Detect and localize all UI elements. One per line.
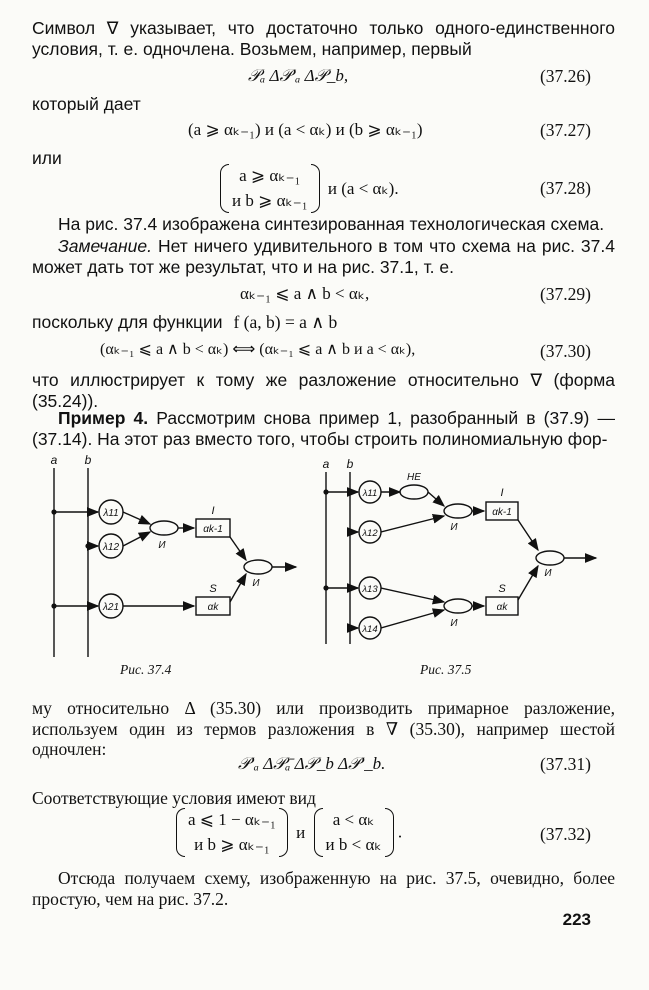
gate-and-2	[444, 599, 472, 613]
remark-label: Замечание.	[58, 236, 152, 256]
equation-37-31: 𝒫′ₐ Δ𝒫ₐ̄ Δ𝒫_b Δ𝒫′_b.	[238, 754, 386, 773]
page-number: 223	[562, 910, 591, 929]
equation-conjunction: и	[296, 822, 306, 842]
gate-label: И	[450, 618, 458, 629]
equation-number-37-30: (37.30)	[539, 341, 591, 361]
equation-37-32	[176, 808, 402, 857]
paren-system	[220, 164, 320, 213]
block-value: αk	[496, 602, 508, 613]
paragraph-illustrates: что иллюстрирует к тому же разложение относительно ∇ (форма (35.24)).	[32, 370, 615, 411]
figure-caption-37-4: Рис. 37.4	[120, 662, 172, 677]
block-label: S	[209, 583, 217, 595]
system-line: a ⩽ 1 − αₖ₋₁	[188, 810, 276, 829]
gate-label: И	[544, 568, 552, 579]
equation-37-26	[248, 66, 348, 86]
equation-tail: .	[397, 822, 403, 842]
gate-and-final	[536, 551, 564, 565]
gate-and-1	[150, 521, 178, 535]
gate-not	[400, 485, 428, 499]
equation-tail: и (a < αₖ).	[327, 178, 399, 198]
equation-37-27: (a ⩾ αₖ₋₁) и (a < αₖ) и (b ⩾ αₖ₋₁)	[188, 120, 423, 139]
paragraph-remark	[32, 236, 615, 277]
gate-label: НЕ	[407, 472, 421, 483]
inline-formula: f (a, b) = a ∧ b	[233, 312, 338, 332]
system-line: a < αₖ	[332, 810, 375, 829]
system-line: и b ⩾ αₖ₋₁	[194, 834, 270, 854]
paragraph-conditions: Соответствующие условия имеют вид	[32, 788, 316, 808]
paragraph-text: Символ ∇ указывает, что достаточно только одного-единственного условия, т. е. одночлена. Возьмем, например, первый	[32, 18, 615, 59]
equation-37-28	[220, 164, 399, 213]
node-label: λ11	[103, 508, 119, 519]
figure-37-4	[30, 452, 300, 667]
equation-formula: 𝒫ₐ Δ𝒫′ₐ Δ𝒫_b,	[248, 66, 349, 85]
equation-number-37-27: (37.27)	[539, 120, 591, 140]
node-label: λ11	[362, 488, 378, 499]
block-value: αk-1	[492, 507, 512, 518]
paren-system-left	[176, 808, 288, 857]
block-value: αk-1	[203, 524, 223, 535]
gate-and-1	[444, 504, 472, 518]
node-label: λ21	[102, 602, 120, 613]
figure-caption-37-5: Рис. 37.5	[420, 662, 472, 677]
paragraph-conclusion: Отсюда получаем схему, изображенную на рис. 37.5, очевидно, более простую, чем на рис. 37.2.	[32, 868, 615, 909]
paragraph-or: или	[32, 148, 62, 168]
block-value: αk	[207, 602, 219, 613]
node-label: λ14	[362, 624, 378, 635]
gate-label: И	[158, 540, 166, 551]
input-label-b: b	[346, 458, 354, 471]
block-label: I	[211, 505, 215, 517]
equation-37-29: αₖ₋₁ ⩽ a ∧ b < αₖ,	[240, 284, 370, 303]
system-line: и b ⩾ αₖ₋₁	[232, 190, 308, 210]
node-label: λ13	[362, 584, 378, 595]
block-label: I	[500, 487, 504, 499]
node-label: λ12	[362, 528, 378, 539]
paragraph-which-gives: который дает	[32, 94, 141, 114]
gate-label: И	[252, 578, 260, 589]
gate-label: И	[450, 522, 458, 533]
system-line: и b < αₖ	[325, 834, 382, 854]
paragraph-fig-37-4: На рис. 37.4 изображена синтезированная технологическая схема.	[58, 214, 605, 234]
equation-number-37-29: (37.29)	[539, 284, 591, 304]
example-label: Пример 4.	[58, 408, 149, 428]
paragraph-text: Рассмотрим снова пример 1, разобранный в (37.9) — (37.14). На этот раз вместо того, чтобы строить полиномиальную фор-	[32, 408, 615, 449]
figure-37-5	[318, 458, 618, 658]
paragraph-intro	[32, 18, 615, 59]
equation-number-37-31: (37.31)	[539, 754, 591, 774]
paragraph-text: поскольку для функции	[32, 312, 223, 332]
paragraph-text: Нет ничего удивительного в том что схема на рис. 37.4 может дать тот же результат, что и на рис. 37.1, т. е.	[32, 236, 615, 277]
equation-number-37-26: (37.26)	[539, 66, 591, 86]
paragraph-since	[32, 312, 337, 333]
node-label: λ12	[102, 542, 120, 553]
paragraph-continuation: му относительно Δ (35.30) или производить примарное разложение, используем один из термов разложения в ∇ (35.30), например шестой одночлен:	[32, 698, 615, 760]
block-label: S	[498, 583, 506, 595]
system-line: a ⩾ αₖ₋₁	[239, 166, 301, 185]
paren-system-right	[314, 808, 394, 857]
equation-number-37-32: (37.32)	[539, 824, 591, 844]
gate-and-final	[244, 560, 272, 574]
paragraph-example-4	[32, 408, 615, 449]
input-label-a: a	[322, 458, 330, 471]
equation-37-30: (αₖ₋₁ ⩽ a ∧ b < αₖ) ⟺ (αₖ₋₁ ⩽ a ∧ b и a < αₖ),	[100, 341, 416, 358]
equation-number-37-28: (37.28)	[539, 178, 591, 198]
input-label-b: b	[84, 453, 92, 467]
input-label-a: a	[50, 453, 58, 467]
